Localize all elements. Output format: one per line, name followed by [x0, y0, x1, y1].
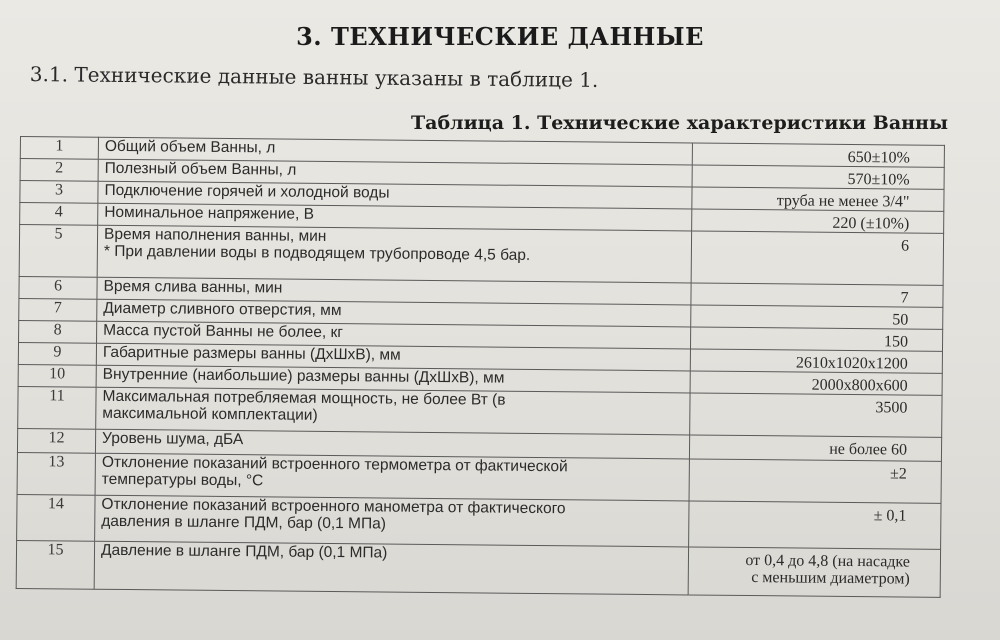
row-number: 13	[17, 452, 95, 495]
row-number: 15	[16, 540, 94, 589]
intro-paragraph: 3.1. Технические данные ванны указаны в таблице 1.	[29, 62, 599, 92]
row-number: 10	[18, 364, 96, 387]
row-value: 7	[691, 283, 943, 307]
row-number: 5	[19, 225, 97, 278]
row-number: 2	[20, 159, 98, 182]
row-value: труба не менее 3/4"	[692, 187, 944, 211]
row-parameter	[97, 225, 691, 283]
row-parameter	[95, 495, 689, 547]
row-value: ± 0,1	[689, 501, 941, 549]
row-parameter: Диаметр сливного отверстия, мм	[97, 299, 691, 327]
row-parameter-text: Время наполнения ванны, мин	[103, 225, 327, 245]
row-parameter: Масса пустой Ванны не более, кг	[97, 321, 691, 349]
row-number: 4	[20, 203, 98, 226]
row-number: 9	[18, 342, 96, 365]
spec-table	[16, 136, 945, 598]
row-number: 3	[20, 181, 98, 204]
row-value: не более 60	[689, 435, 941, 461]
row-number: 12	[17, 428, 95, 453]
row-number: 1	[20, 137, 98, 160]
row-parameter: Полезный объем Ванны, л	[98, 159, 692, 187]
row-value: 6	[691, 231, 943, 285]
row-parameter-text: Отклонение показаний встроенного термометра от фактической	[101, 453, 568, 476]
row-parameter: Внутренние (наибольшие) размеры ванны (ДхШхВ), мм	[96, 365, 690, 393]
row-parameter-continuation: давления в шланге ПДМ, бар (0,1 МПа)	[101, 512, 387, 533]
row-number: 14	[17, 494, 95, 541]
row-value: 570±10%	[692, 165, 944, 189]
row-number: 8	[19, 320, 97, 343]
row-parameter-continuation: максимальной комплектации)	[102, 404, 318, 424]
row-value: 2000x800x600	[690, 371, 942, 395]
row-value: 2610x1020x1200	[690, 349, 942, 373]
row-number: 11	[18, 386, 96, 429]
row-value: 220 (±10%)	[692, 209, 944, 233]
row-parameter: Габаритные размеры ванны (ДхШхВ), мм	[96, 343, 690, 371]
table-row	[19, 225, 943, 286]
row-parameter: Подключение горячей и холодной воды	[98, 181, 692, 209]
table-row	[16, 540, 940, 597]
row-value: 650±10%	[692, 143, 944, 167]
row-parameter-text: Отклонение показаний встроенного манометра от фактического	[101, 495, 566, 518]
row-parameter: Номинальное напряжение, В	[98, 203, 692, 231]
row-parameter-note: * При давлении воды в подводящем трубопроводе 4,5 бар.	[103, 242, 531, 264]
row-parameter: Время слива ванны, мин	[97, 277, 691, 305]
row-parameter: Уровень шума, дБА	[95, 429, 689, 459]
row-number: 6	[19, 276, 97, 299]
row-parameter: Общий объем Ванны, л	[98, 137, 692, 165]
row-value: 3500	[690, 393, 942, 437]
row-parameter-continuation: температуры воды, °С	[101, 470, 264, 490]
row-value: ±2	[689, 459, 941, 503]
row-parameter: Давление в шланге ПДМ, бар (0,1 МПа)	[94, 541, 688, 595]
row-parameter	[96, 387, 690, 435]
row-value: 150	[690, 327, 942, 351]
row-parameter	[95, 453, 689, 501]
section-heading: 3. ТЕХНИЧЕСКИЕ ДАННЫЕ	[296, 22, 704, 51]
table-caption: Таблица 1. Технические характеристики Ванны	[411, 112, 948, 134]
row-number: 7	[19, 298, 97, 321]
row-value-line: с меньшим диаметром)	[751, 569, 910, 588]
row-parameter-text: Максимальная потребляемая мощность, не более Вт (в	[102, 387, 506, 409]
row-value: 50	[691, 305, 943, 329]
row-value-line: от 0,4 до 4,8 (на насадке	[745, 551, 911, 571]
row-value	[688, 547, 940, 597]
